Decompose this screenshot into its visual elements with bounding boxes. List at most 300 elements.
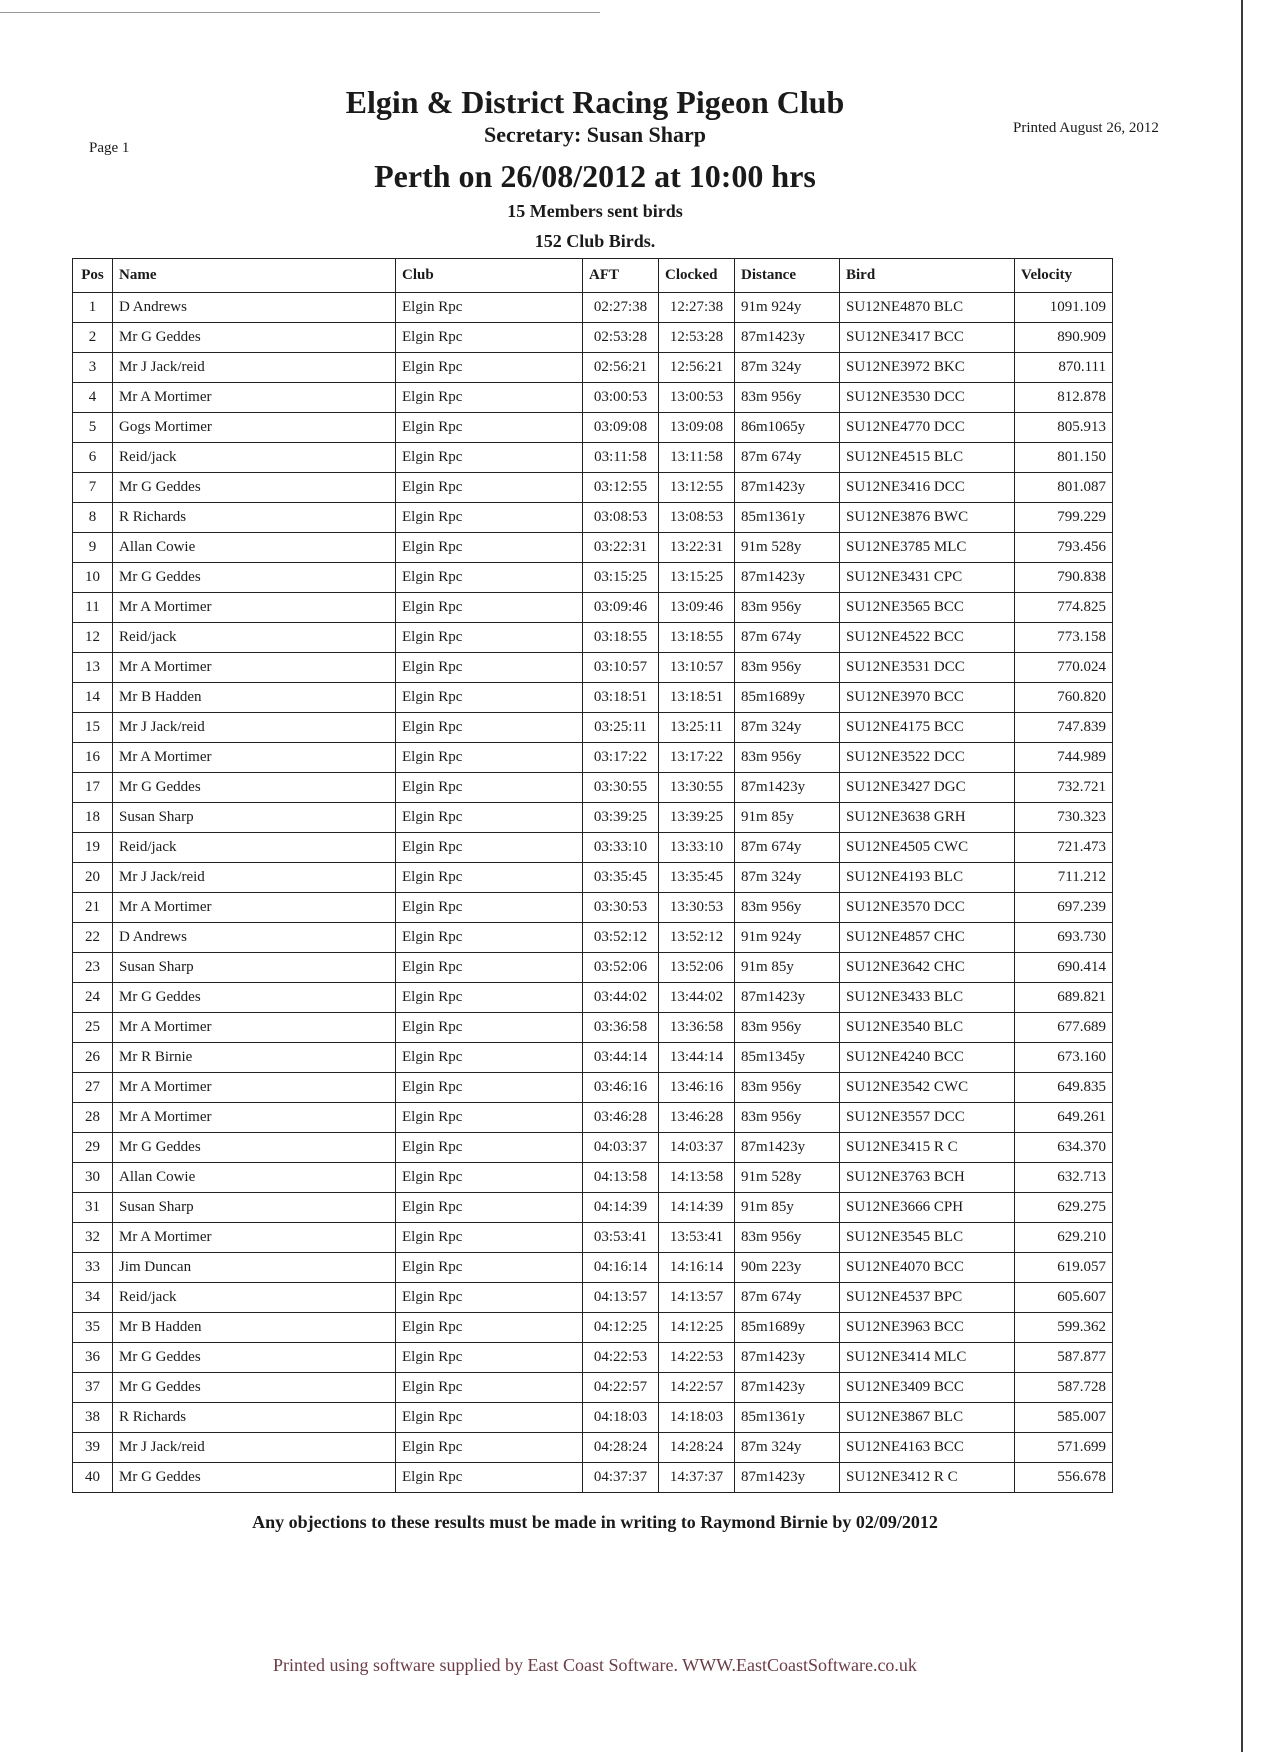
cell-velocity: 697.239 bbox=[1015, 893, 1113, 923]
secretary-line: Secretary: Susan Sharp bbox=[483, 122, 707, 147]
cell-velocity: 805.913 bbox=[1015, 413, 1113, 443]
cell-pos: 20 bbox=[73, 863, 113, 893]
cell-clocked: 13:52:06 bbox=[659, 953, 735, 983]
table-row bbox=[73, 653, 1113, 683]
cell-distance: 83m 956y bbox=[735, 743, 840, 773]
cell-distance: 83m 956y bbox=[735, 1223, 840, 1253]
cell-name: Mr A Mortimer bbox=[113, 1073, 396, 1103]
cell-velocity: 689.821 bbox=[1015, 983, 1113, 1013]
cell-velocity: 730.323 bbox=[1015, 803, 1113, 833]
table-row bbox=[73, 383, 1113, 413]
scan-edge-top bbox=[0, 12, 600, 13]
cell-club: Elgin Rpc bbox=[396, 563, 583, 593]
cell-distance: 91m 528y bbox=[735, 533, 840, 563]
cell-bird: SU12NE4537 BPC bbox=[840, 1283, 1015, 1313]
table-row bbox=[73, 323, 1113, 353]
cell-name: Mr A Mortimer bbox=[113, 593, 396, 623]
cell-distance: 87m1423y bbox=[735, 983, 840, 1013]
cell-club: Elgin Rpc bbox=[396, 893, 583, 923]
cell-pos: 19 bbox=[73, 833, 113, 863]
cell-aft: 03:08:53 bbox=[583, 503, 659, 533]
results-table bbox=[72, 258, 1113, 1493]
cell-name: R Richards bbox=[113, 1403, 396, 1433]
cell-distance: 91m 924y bbox=[735, 293, 840, 323]
cell-club: Elgin Rpc bbox=[396, 1043, 583, 1073]
race-title: Perth on 26/08/2012 at 10:00 hrs bbox=[374, 158, 816, 194]
cell-name: Mr A Mortimer bbox=[113, 1103, 396, 1133]
cell-distance: 91m 85y bbox=[735, 803, 840, 833]
cell-aft: 03:17:22 bbox=[583, 743, 659, 773]
table-row bbox=[73, 563, 1113, 593]
cell-distance: 87m 324y bbox=[735, 713, 840, 743]
cell-club: Elgin Rpc bbox=[396, 923, 583, 953]
cell-aft: 03:10:57 bbox=[583, 653, 659, 683]
cell-pos: 25 bbox=[73, 1013, 113, 1043]
cell-bird: SU12NE3540 BLC bbox=[840, 1013, 1015, 1043]
cell-clocked: 13:08:53 bbox=[659, 503, 735, 533]
cell-distance: 87m 324y bbox=[735, 1433, 840, 1463]
cell-pos: 29 bbox=[73, 1133, 113, 1163]
cell-aft: 03:36:58 bbox=[583, 1013, 659, 1043]
cell-pos: 21 bbox=[73, 893, 113, 923]
table-header-row bbox=[73, 259, 1113, 293]
cell-velocity: 556.678 bbox=[1015, 1463, 1113, 1493]
cell-velocity: 629.275 bbox=[1015, 1193, 1113, 1223]
cell-aft: 04:14:39 bbox=[583, 1193, 659, 1223]
cell-bird: SU12NE3542 CWC bbox=[840, 1073, 1015, 1103]
cell-velocity: 677.689 bbox=[1015, 1013, 1113, 1043]
cell-pos: 5 bbox=[73, 413, 113, 443]
table-row bbox=[73, 1013, 1113, 1043]
cell-bird: SU12NE3970 BCC bbox=[840, 683, 1015, 713]
table-row bbox=[73, 593, 1113, 623]
cell-bird: SU12NE3565 BCC bbox=[840, 593, 1015, 623]
cell-velocity: 673.160 bbox=[1015, 1043, 1113, 1073]
cell-distance: 83m 956y bbox=[735, 593, 840, 623]
cell-clocked: 14:18:03 bbox=[659, 1403, 735, 1433]
cell-name: Mr J Jack/reid bbox=[113, 713, 396, 743]
cell-club: Elgin Rpc bbox=[396, 533, 583, 563]
cell-velocity: 599.362 bbox=[1015, 1313, 1113, 1343]
cell-clocked: 13:15:25 bbox=[659, 563, 735, 593]
software-credit: Printed using software supplied by East Coast Software. WWW.EastCoastSoftware.co.uk bbox=[273, 1655, 917, 1675]
cell-bird: SU12NE4515 BLC bbox=[840, 443, 1015, 473]
cell-velocity: 721.473 bbox=[1015, 833, 1113, 863]
cell-club: Elgin Rpc bbox=[396, 443, 583, 473]
cell-club: Elgin Rpc bbox=[396, 1013, 583, 1043]
cell-distance: 87m 324y bbox=[735, 353, 840, 383]
cell-clocked: 14:12:25 bbox=[659, 1313, 735, 1343]
cell-name: Mr G Geddes bbox=[113, 773, 396, 803]
cell-velocity: 649.261 bbox=[1015, 1103, 1113, 1133]
cell-name: Mr G Geddes bbox=[113, 323, 396, 353]
cell-velocity: 632.713 bbox=[1015, 1163, 1113, 1193]
cell-aft: 04:22:53 bbox=[583, 1343, 659, 1373]
cell-distance: 91m 528y bbox=[735, 1163, 840, 1193]
cell-bird: SU12NE4770 DCC bbox=[840, 413, 1015, 443]
cell-club: Elgin Rpc bbox=[396, 353, 583, 383]
cell-bird: SU12NE3545 BLC bbox=[840, 1223, 1015, 1253]
table-row bbox=[73, 1343, 1113, 1373]
cell-name: Reid/jack bbox=[113, 1283, 396, 1313]
cell-bird: SU12NE3642 CHC bbox=[840, 953, 1015, 983]
cell-name: Reid/jack bbox=[113, 623, 396, 653]
cell-pos: 10 bbox=[73, 563, 113, 593]
cell-aft: 03:15:25 bbox=[583, 563, 659, 593]
cell-clocked: 13:11:58 bbox=[659, 443, 735, 473]
cell-velocity: 619.057 bbox=[1015, 1253, 1113, 1283]
cell-name: Mr B Hadden bbox=[113, 1313, 396, 1343]
table-row bbox=[73, 1193, 1113, 1223]
table-row bbox=[73, 773, 1113, 803]
cell-aft: 03:53:41 bbox=[583, 1223, 659, 1253]
cell-club: Elgin Rpc bbox=[396, 413, 583, 443]
cell-pos: 33 bbox=[73, 1253, 113, 1283]
cell-club: Elgin Rpc bbox=[396, 1073, 583, 1103]
table-row bbox=[73, 803, 1113, 833]
cell-pos: 18 bbox=[73, 803, 113, 833]
cell-aft: 03:33:10 bbox=[583, 833, 659, 863]
cell-aft: 03:44:14 bbox=[583, 1043, 659, 1073]
cell-club: Elgin Rpc bbox=[396, 323, 583, 353]
cell-clocked: 13:18:51 bbox=[659, 683, 735, 713]
cell-name: Susan Sharp bbox=[113, 1193, 396, 1223]
cell-distance: 85m1689y bbox=[735, 683, 840, 713]
table-row bbox=[73, 1073, 1113, 1103]
cell-aft: 03:39:25 bbox=[583, 803, 659, 833]
cell-distance: 85m1361y bbox=[735, 1403, 840, 1433]
cell-aft: 02:27:38 bbox=[583, 293, 659, 323]
cell-distance: 87m1423y bbox=[735, 323, 840, 353]
cell-pos: 6 bbox=[73, 443, 113, 473]
table-row bbox=[73, 443, 1113, 473]
cell-bird: SU12NE3531 DCC bbox=[840, 653, 1015, 683]
cell-bird: SU12NE3409 BCC bbox=[840, 1373, 1015, 1403]
cell-club: Elgin Rpc bbox=[396, 743, 583, 773]
table-row bbox=[73, 923, 1113, 953]
cell-velocity: 890.909 bbox=[1015, 323, 1113, 353]
column-header-distance: Distance bbox=[735, 259, 840, 293]
cell-aft: 03:00:53 bbox=[583, 383, 659, 413]
cell-distance: 87m 674y bbox=[735, 833, 840, 863]
table-row bbox=[73, 1163, 1113, 1193]
cell-distance: 83m 956y bbox=[735, 1013, 840, 1043]
cell-name: Reid/jack bbox=[113, 443, 396, 473]
table-row bbox=[73, 353, 1113, 383]
cell-distance: 91m 924y bbox=[735, 923, 840, 953]
cell-clocked: 14:13:58 bbox=[659, 1163, 735, 1193]
column-header-club: Club bbox=[396, 259, 583, 293]
cell-club: Elgin Rpc bbox=[396, 953, 583, 983]
cell-club: Elgin Rpc bbox=[396, 863, 583, 893]
cell-velocity: 605.607 bbox=[1015, 1283, 1113, 1313]
cell-name: Mr J Jack/reid bbox=[113, 863, 396, 893]
cell-club: Elgin Rpc bbox=[396, 1433, 583, 1463]
cell-club: Elgin Rpc bbox=[396, 1193, 583, 1223]
cell-bird: SU12NE3433 BLC bbox=[840, 983, 1015, 1013]
cell-bird: SU12NE3415 R C bbox=[840, 1133, 1015, 1163]
cell-pos: 26 bbox=[73, 1043, 113, 1073]
cell-club: Elgin Rpc bbox=[396, 1373, 583, 1403]
table-row bbox=[73, 893, 1113, 923]
cell-clocked: 13:53:41 bbox=[659, 1223, 735, 1253]
cell-bird: SU12NE4175 BCC bbox=[840, 713, 1015, 743]
cell-clocked: 13:25:11 bbox=[659, 713, 735, 743]
cell-pos: 8 bbox=[73, 503, 113, 533]
cell-name: Mr A Mortimer bbox=[113, 653, 396, 683]
cell-clocked: 13:10:57 bbox=[659, 653, 735, 683]
scan-edge-right bbox=[1241, 0, 1243, 1752]
cell-aft: 04:16:14 bbox=[583, 1253, 659, 1283]
cell-club: Elgin Rpc bbox=[396, 1133, 583, 1163]
cell-velocity: 760.820 bbox=[1015, 683, 1113, 713]
cell-aft: 04:22:57 bbox=[583, 1373, 659, 1403]
cell-bird: SU12NE3416 DCC bbox=[840, 473, 1015, 503]
cell-bird: SU12NE3522 DCC bbox=[840, 743, 1015, 773]
cell-name: Mr J Jack/reid bbox=[113, 353, 396, 383]
cell-pos: 37 bbox=[73, 1373, 113, 1403]
cell-bird: SU12NE3972 BKC bbox=[840, 353, 1015, 383]
cell-clocked: 13:30:53 bbox=[659, 893, 735, 923]
cell-clocked: 14:37:37 bbox=[659, 1463, 735, 1493]
cell-name: Mr J Jack/reid bbox=[113, 1433, 396, 1463]
cell-velocity: 801.087 bbox=[1015, 473, 1113, 503]
cell-distance: 90m 223y bbox=[735, 1253, 840, 1283]
cell-clocked: 13:33:10 bbox=[659, 833, 735, 863]
cell-pos: 39 bbox=[73, 1433, 113, 1463]
cell-name: Mr R Birnie bbox=[113, 1043, 396, 1073]
cell-name: Mr G Geddes bbox=[113, 563, 396, 593]
column-header-clocked: Clocked bbox=[659, 259, 735, 293]
cell-clocked: 13:00:53 bbox=[659, 383, 735, 413]
table-row bbox=[73, 1223, 1113, 1253]
cell-clocked: 13:52:12 bbox=[659, 923, 735, 953]
cell-pos: 36 bbox=[73, 1343, 113, 1373]
cell-aft: 04:28:24 bbox=[583, 1433, 659, 1463]
table-row bbox=[73, 743, 1113, 773]
cell-pos: 31 bbox=[73, 1193, 113, 1223]
cell-pos: 17 bbox=[73, 773, 113, 803]
cell-distance: 87m1423y bbox=[735, 473, 840, 503]
cell-velocity: 744.989 bbox=[1015, 743, 1113, 773]
cell-name: Allan Cowie bbox=[113, 1163, 396, 1193]
cell-velocity: 773.158 bbox=[1015, 623, 1113, 653]
cell-club: Elgin Rpc bbox=[396, 1223, 583, 1253]
table-row bbox=[73, 623, 1113, 653]
cell-bird: SU12NE3414 MLC bbox=[840, 1343, 1015, 1373]
cell-bird: SU12NE3785 MLC bbox=[840, 533, 1015, 563]
cell-bird: SU12NE4505 CWC bbox=[840, 833, 1015, 863]
cell-bird: SU12NE3763 BCH bbox=[840, 1163, 1015, 1193]
cell-pos: 1 bbox=[73, 293, 113, 323]
cell-distance: 87m 674y bbox=[735, 443, 840, 473]
column-header-name: Name bbox=[113, 259, 396, 293]
table-row bbox=[73, 863, 1113, 893]
cell-distance: 85m1361y bbox=[735, 503, 840, 533]
cell-pos: 4 bbox=[73, 383, 113, 413]
members-count: 15 Members sent birds bbox=[507, 201, 683, 221]
cell-aft: 03:12:55 bbox=[583, 473, 659, 503]
cell-velocity: 870.111 bbox=[1015, 353, 1113, 383]
cell-pos: 24 bbox=[73, 983, 113, 1013]
club-birds-count: 152 Club Birds. bbox=[534, 231, 656, 251]
cell-distance: 83m 956y bbox=[735, 893, 840, 923]
cell-pos: 34 bbox=[73, 1283, 113, 1313]
cell-clocked: 14:13:57 bbox=[659, 1283, 735, 1313]
cell-name: Mr G Geddes bbox=[113, 983, 396, 1013]
cell-distance: 87m1423y bbox=[735, 1373, 840, 1403]
objections-note: Any objections to these results must be made in writing to Raymond Birnie by 02/09/2012 bbox=[252, 1512, 938, 1532]
column-header-pos: Pos bbox=[73, 259, 113, 293]
cell-pos: 22 bbox=[73, 923, 113, 953]
cell-aft: 02:53:28 bbox=[583, 323, 659, 353]
cell-bird: SU12NE4193 BLC bbox=[840, 863, 1015, 893]
cell-aft: 03:30:55 bbox=[583, 773, 659, 803]
cell-aft: 04:12:25 bbox=[583, 1313, 659, 1343]
table-row bbox=[73, 293, 1113, 323]
cell-clocked: 12:53:28 bbox=[659, 323, 735, 353]
cell-distance: 85m1345y bbox=[735, 1043, 840, 1073]
cell-bird: SU12NE3530 DCC bbox=[840, 383, 1015, 413]
cell-distance: 87m1423y bbox=[735, 1463, 840, 1493]
cell-clocked: 13:46:16 bbox=[659, 1073, 735, 1103]
cell-velocity: 587.877 bbox=[1015, 1343, 1113, 1373]
cell-pos: 14 bbox=[73, 683, 113, 713]
cell-aft: 03:09:46 bbox=[583, 593, 659, 623]
cell-pos: 9 bbox=[73, 533, 113, 563]
cell-bird: SU12NE3638 GRH bbox=[840, 803, 1015, 833]
table-row bbox=[73, 1463, 1113, 1493]
cell-clocked: 13:09:46 bbox=[659, 593, 735, 623]
cell-aft: 03:46:16 bbox=[583, 1073, 659, 1103]
cell-velocity: 693.730 bbox=[1015, 923, 1113, 953]
cell-name: Mr G Geddes bbox=[113, 473, 396, 503]
cell-name: Allan Cowie bbox=[113, 533, 396, 563]
cell-clocked: 13:36:58 bbox=[659, 1013, 735, 1043]
cell-clocked: 14:14:39 bbox=[659, 1193, 735, 1223]
cell-pos: 23 bbox=[73, 953, 113, 983]
cell-aft: 04:18:03 bbox=[583, 1403, 659, 1433]
table-row bbox=[73, 1373, 1113, 1403]
cell-clocked: 13:12:55 bbox=[659, 473, 735, 503]
cell-velocity: 799.229 bbox=[1015, 503, 1113, 533]
column-header-velocity: Velocity bbox=[1015, 259, 1113, 293]
cell-name: Mr A Mortimer bbox=[113, 1223, 396, 1253]
cell-pos: 12 bbox=[73, 623, 113, 653]
cell-name: Gogs Mortimer bbox=[113, 413, 396, 443]
cell-club: Elgin Rpc bbox=[396, 383, 583, 413]
cell-bird: SU12NE4070 BCC bbox=[840, 1253, 1015, 1283]
cell-club: Elgin Rpc bbox=[396, 1463, 583, 1493]
cell-velocity: 634.370 bbox=[1015, 1133, 1113, 1163]
printed-date: Printed August 26, 2012 bbox=[1013, 120, 1159, 136]
cell-velocity: 629.210 bbox=[1015, 1223, 1113, 1253]
cell-clocked: 12:27:38 bbox=[659, 293, 735, 323]
cell-club: Elgin Rpc bbox=[396, 803, 583, 833]
cell-aft: 03:52:06 bbox=[583, 953, 659, 983]
cell-velocity: 587.728 bbox=[1015, 1373, 1113, 1403]
table-row bbox=[73, 1253, 1113, 1283]
cell-distance: 87m 324y bbox=[735, 863, 840, 893]
cell-aft: 03:09:08 bbox=[583, 413, 659, 443]
cell-club: Elgin Rpc bbox=[396, 1283, 583, 1313]
cell-bird: SU12NE3666 CPH bbox=[840, 1193, 1015, 1223]
cell-club: Elgin Rpc bbox=[396, 293, 583, 323]
cell-name: Mr A Mortimer bbox=[113, 1013, 396, 1043]
cell-aft: 03:22:31 bbox=[583, 533, 659, 563]
table-row bbox=[73, 1403, 1113, 1433]
cell-pos: 11 bbox=[73, 593, 113, 623]
cell-club: Elgin Rpc bbox=[396, 623, 583, 653]
cell-bird: SU12NE3427 DGC bbox=[840, 773, 1015, 803]
cell-club: Elgin Rpc bbox=[396, 833, 583, 863]
cell-aft: 04:37:37 bbox=[583, 1463, 659, 1493]
cell-distance: 83m 956y bbox=[735, 383, 840, 413]
table-row bbox=[73, 533, 1113, 563]
cell-club: Elgin Rpc bbox=[396, 1313, 583, 1343]
cell-club: Elgin Rpc bbox=[396, 503, 583, 533]
cell-distance: 91m 85y bbox=[735, 953, 840, 983]
cell-aft: 03:46:28 bbox=[583, 1103, 659, 1133]
cell-distance: 87m1423y bbox=[735, 1133, 840, 1163]
cell-distance: 87m1423y bbox=[735, 773, 840, 803]
cell-name: Mr G Geddes bbox=[113, 1463, 396, 1493]
cell-clocked: 13:39:25 bbox=[659, 803, 735, 833]
cell-name: D Andrews bbox=[113, 293, 396, 323]
cell-distance: 91m 85y bbox=[735, 1193, 840, 1223]
table-row bbox=[73, 1313, 1113, 1343]
cell-velocity: 1091.109 bbox=[1015, 293, 1113, 323]
cell-velocity: 747.839 bbox=[1015, 713, 1113, 743]
cell-pos: 38 bbox=[73, 1403, 113, 1433]
cell-distance: 87m1423y bbox=[735, 563, 840, 593]
table-row bbox=[73, 713, 1113, 743]
cell-clocked: 12:56:21 bbox=[659, 353, 735, 383]
cell-pos: 35 bbox=[73, 1313, 113, 1343]
cell-name: Jim Duncan bbox=[113, 1253, 396, 1283]
cell-aft: 03:18:51 bbox=[583, 683, 659, 713]
cell-club: Elgin Rpc bbox=[396, 713, 583, 743]
cell-bird: SU12NE3557 DCC bbox=[840, 1103, 1015, 1133]
cell-clocked: 13:18:55 bbox=[659, 623, 735, 653]
cell-aft: 03:44:02 bbox=[583, 983, 659, 1013]
cell-bird: SU12NE3570 DCC bbox=[840, 893, 1015, 923]
cell-distance: 87m1423y bbox=[735, 1343, 840, 1373]
cell-velocity: 793.456 bbox=[1015, 533, 1113, 563]
cell-velocity: 770.024 bbox=[1015, 653, 1113, 683]
cell-name: Mr A Mortimer bbox=[113, 743, 396, 773]
cell-name: Mr G Geddes bbox=[113, 1373, 396, 1403]
cell-name: Mr G Geddes bbox=[113, 1343, 396, 1373]
cell-club: Elgin Rpc bbox=[396, 1343, 583, 1373]
cell-name: Reid/jack bbox=[113, 833, 396, 863]
cell-clocked: 13:09:08 bbox=[659, 413, 735, 443]
cell-velocity: 649.835 bbox=[1015, 1073, 1113, 1103]
cell-club: Elgin Rpc bbox=[396, 773, 583, 803]
cell-distance: 83m 956y bbox=[735, 1103, 840, 1133]
cell-clocked: 13:22:31 bbox=[659, 533, 735, 563]
cell-name: Susan Sharp bbox=[113, 803, 396, 833]
column-header-aft: AFT bbox=[583, 259, 659, 293]
cell-bird: SU12NE3867 BLC bbox=[840, 1403, 1015, 1433]
cell-club: Elgin Rpc bbox=[396, 653, 583, 683]
cell-distance: 83m 956y bbox=[735, 653, 840, 683]
cell-velocity: 812.878 bbox=[1015, 383, 1113, 413]
cell-pos: 30 bbox=[73, 1163, 113, 1193]
results-body bbox=[73, 293, 1113, 1493]
table-row bbox=[73, 1433, 1113, 1463]
cell-aft: 03:18:55 bbox=[583, 623, 659, 653]
